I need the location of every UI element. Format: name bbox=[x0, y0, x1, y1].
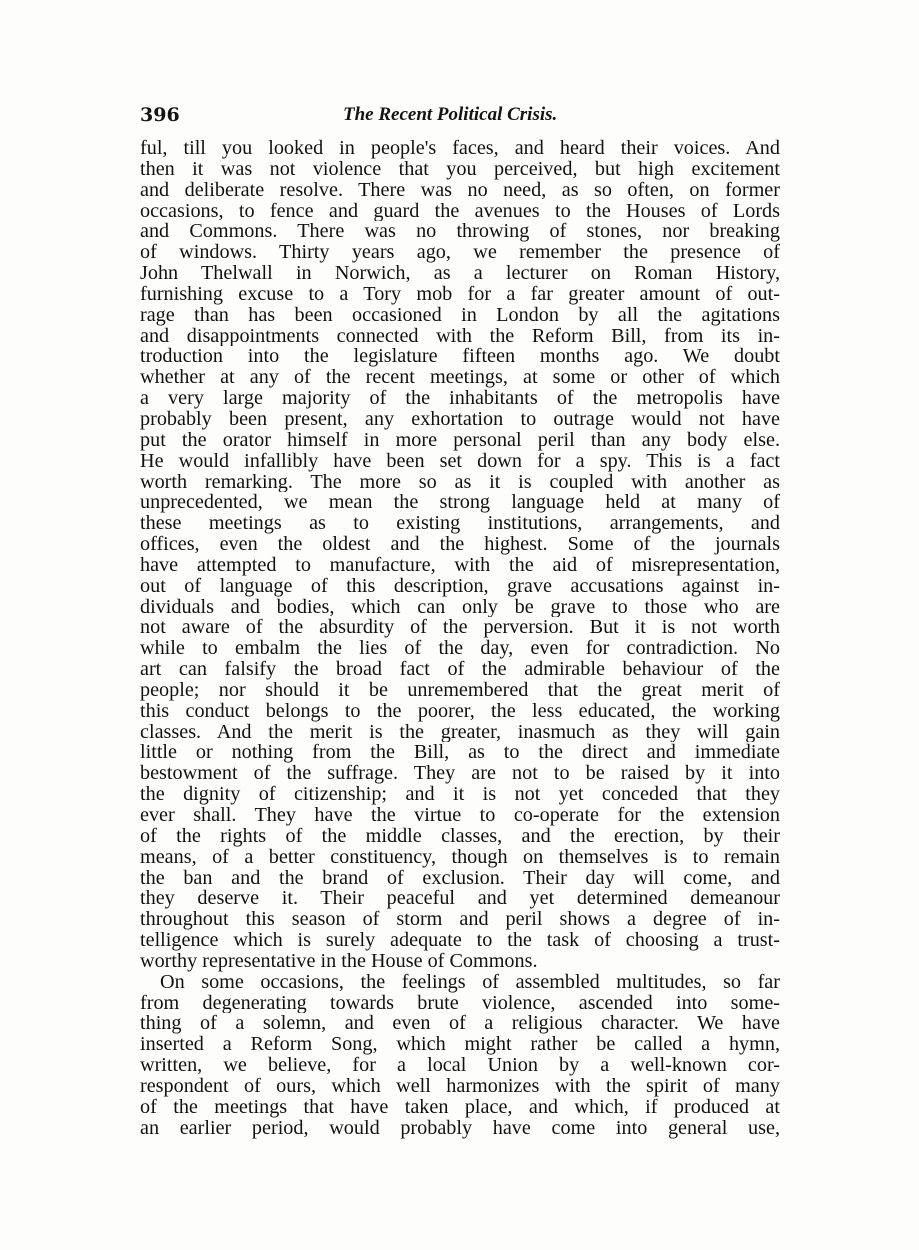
text-line: worth remarking. The more so as it is coupled with another as bbox=[140, 471, 780, 493]
page-number: 396 bbox=[140, 104, 180, 126]
text-line: little or nothing from the Bill, as to the direct and immediate bbox=[140, 742, 780, 764]
text-line: the ban and the brand of exclusion. Their day will come, and bbox=[140, 867, 780, 889]
text-line: telligence which is surely adequate to the task of choosing a trust- bbox=[140, 930, 780, 951]
text-line: these meetings as to existing institutions, arrangements, and bbox=[140, 513, 780, 535]
text-line: rage than has been occasioned in London by all the agitations bbox=[140, 304, 780, 326]
text-line: bestowment of the suffrage. They are not to be raised by it into bbox=[140, 763, 780, 785]
text-line: probably been present, any exhortation to outrage would not have bbox=[140, 408, 780, 430]
text-line: furnishing excuse to a Tory mob for a far greater amount of out- bbox=[140, 283, 780, 305]
text-line: whether at any of the recent meetings, at some or other of which bbox=[140, 367, 780, 389]
body-text bbox=[140, 138, 780, 1139]
text-line: then it was not violence that you perceived, but high excitement bbox=[140, 158, 780, 180]
text-line: and deliberate resolve. There was no need, as so often, on former bbox=[140, 179, 780, 201]
text-line: and Commons. There was no throwing of stones, nor breaking bbox=[140, 221, 780, 243]
text-line: they deserve it. Their peaceful and yet determined demeanour bbox=[140, 888, 780, 910]
text-line: means, of a better constituency, though on themselves is to remain bbox=[140, 846, 780, 868]
text-line: troduction into the legislature fifteen months ago. We doubt bbox=[140, 346, 780, 368]
text-line: the dignity of citizenship; and it is not yet conceded that they bbox=[140, 784, 780, 805]
text-line: occasions, to fence and guard the avenues to the Houses of Lords bbox=[140, 200, 780, 222]
text-line: art can falsify the broad fact of the admirable behaviour of the bbox=[140, 659, 780, 680]
text-line: while to embalm the lies of the day, even for contradiction. No bbox=[140, 638, 780, 660]
text-line: throughout this season of storm and peril shows a degree of in- bbox=[140, 909, 780, 931]
text-line: He would infallibly have been set down for a spy. This is a fact bbox=[140, 450, 780, 472]
text-line: an earlier period, would probably have come into general use, bbox=[140, 1117, 780, 1139]
text-line: dividuals and bodies, which can only be grave to those who are bbox=[140, 596, 780, 618]
page-header bbox=[140, 104, 780, 132]
paragraph-start-line: On some occasions, the feelings of assembled multitudes, so far bbox=[160, 971, 780, 993]
text-line: offices, even the oldest and the highest. Some of the journals bbox=[140, 534, 780, 555]
text-line: from degenerating towards brute violence, ascended into some- bbox=[140, 992, 780, 1014]
text-line: classes. And the merit is the greater, inasmuch as they will gain bbox=[140, 721, 780, 743]
text-line: have attempted to manufacture, with the aid of misrepresentation, bbox=[140, 554, 780, 576]
text-line: of windows. Thirty years ago, we remember the presence of bbox=[140, 242, 780, 264]
running-title: The Recent Political Crisis. bbox=[343, 104, 558, 125]
text-line: inserted a Reform Song, which might rather be called a hymn, bbox=[140, 1034, 780, 1056]
text-line: put the orator himself in more personal peril than any body else. bbox=[140, 429, 780, 451]
text-line: thing of a solemn, and even of a religious character. We have bbox=[140, 1013, 780, 1035]
text-line: of the meetings that have taken place, and which, if produced at bbox=[140, 1096, 780, 1118]
paragraph-end-line: worthy representative in the House of Commons. bbox=[140, 950, 538, 972]
text-line: John Thelwall in Norwich, as a lecturer on Roman History, bbox=[140, 263, 780, 284]
text-line: not aware of the absurdity of the perversion. But it is not worth bbox=[140, 617, 780, 639]
text-line: ful, till you looked in people's faces, and heard their voices. And bbox=[140, 138, 780, 159]
text-line: and disappointments connected with the Reform Bill, from its in- bbox=[140, 325, 780, 347]
text-line: unprecedented, we mean the strong language held at many of bbox=[140, 492, 780, 514]
text-line: a very large majority of the inhabitants of the metropolis have bbox=[140, 388, 780, 409]
text-line: of the rights of the middle classes, and the erection, by their bbox=[140, 825, 780, 847]
text-line: out of language of this description, grave accusations against in- bbox=[140, 575, 780, 597]
text-line: ever shall. They have the virtue to co-operate for the extension bbox=[140, 805, 780, 826]
text-line: respondent of ours, which well harmonizes with the spirit of many bbox=[140, 1075, 780, 1097]
text-line: people; nor should it be unremembered that the great merit of bbox=[140, 679, 780, 701]
text-line: this conduct belongs to the poorer, the less educated, the working bbox=[140, 700, 780, 722]
text-line: written, we believe, for a local Union by a well-known cor- bbox=[140, 1055, 780, 1076]
